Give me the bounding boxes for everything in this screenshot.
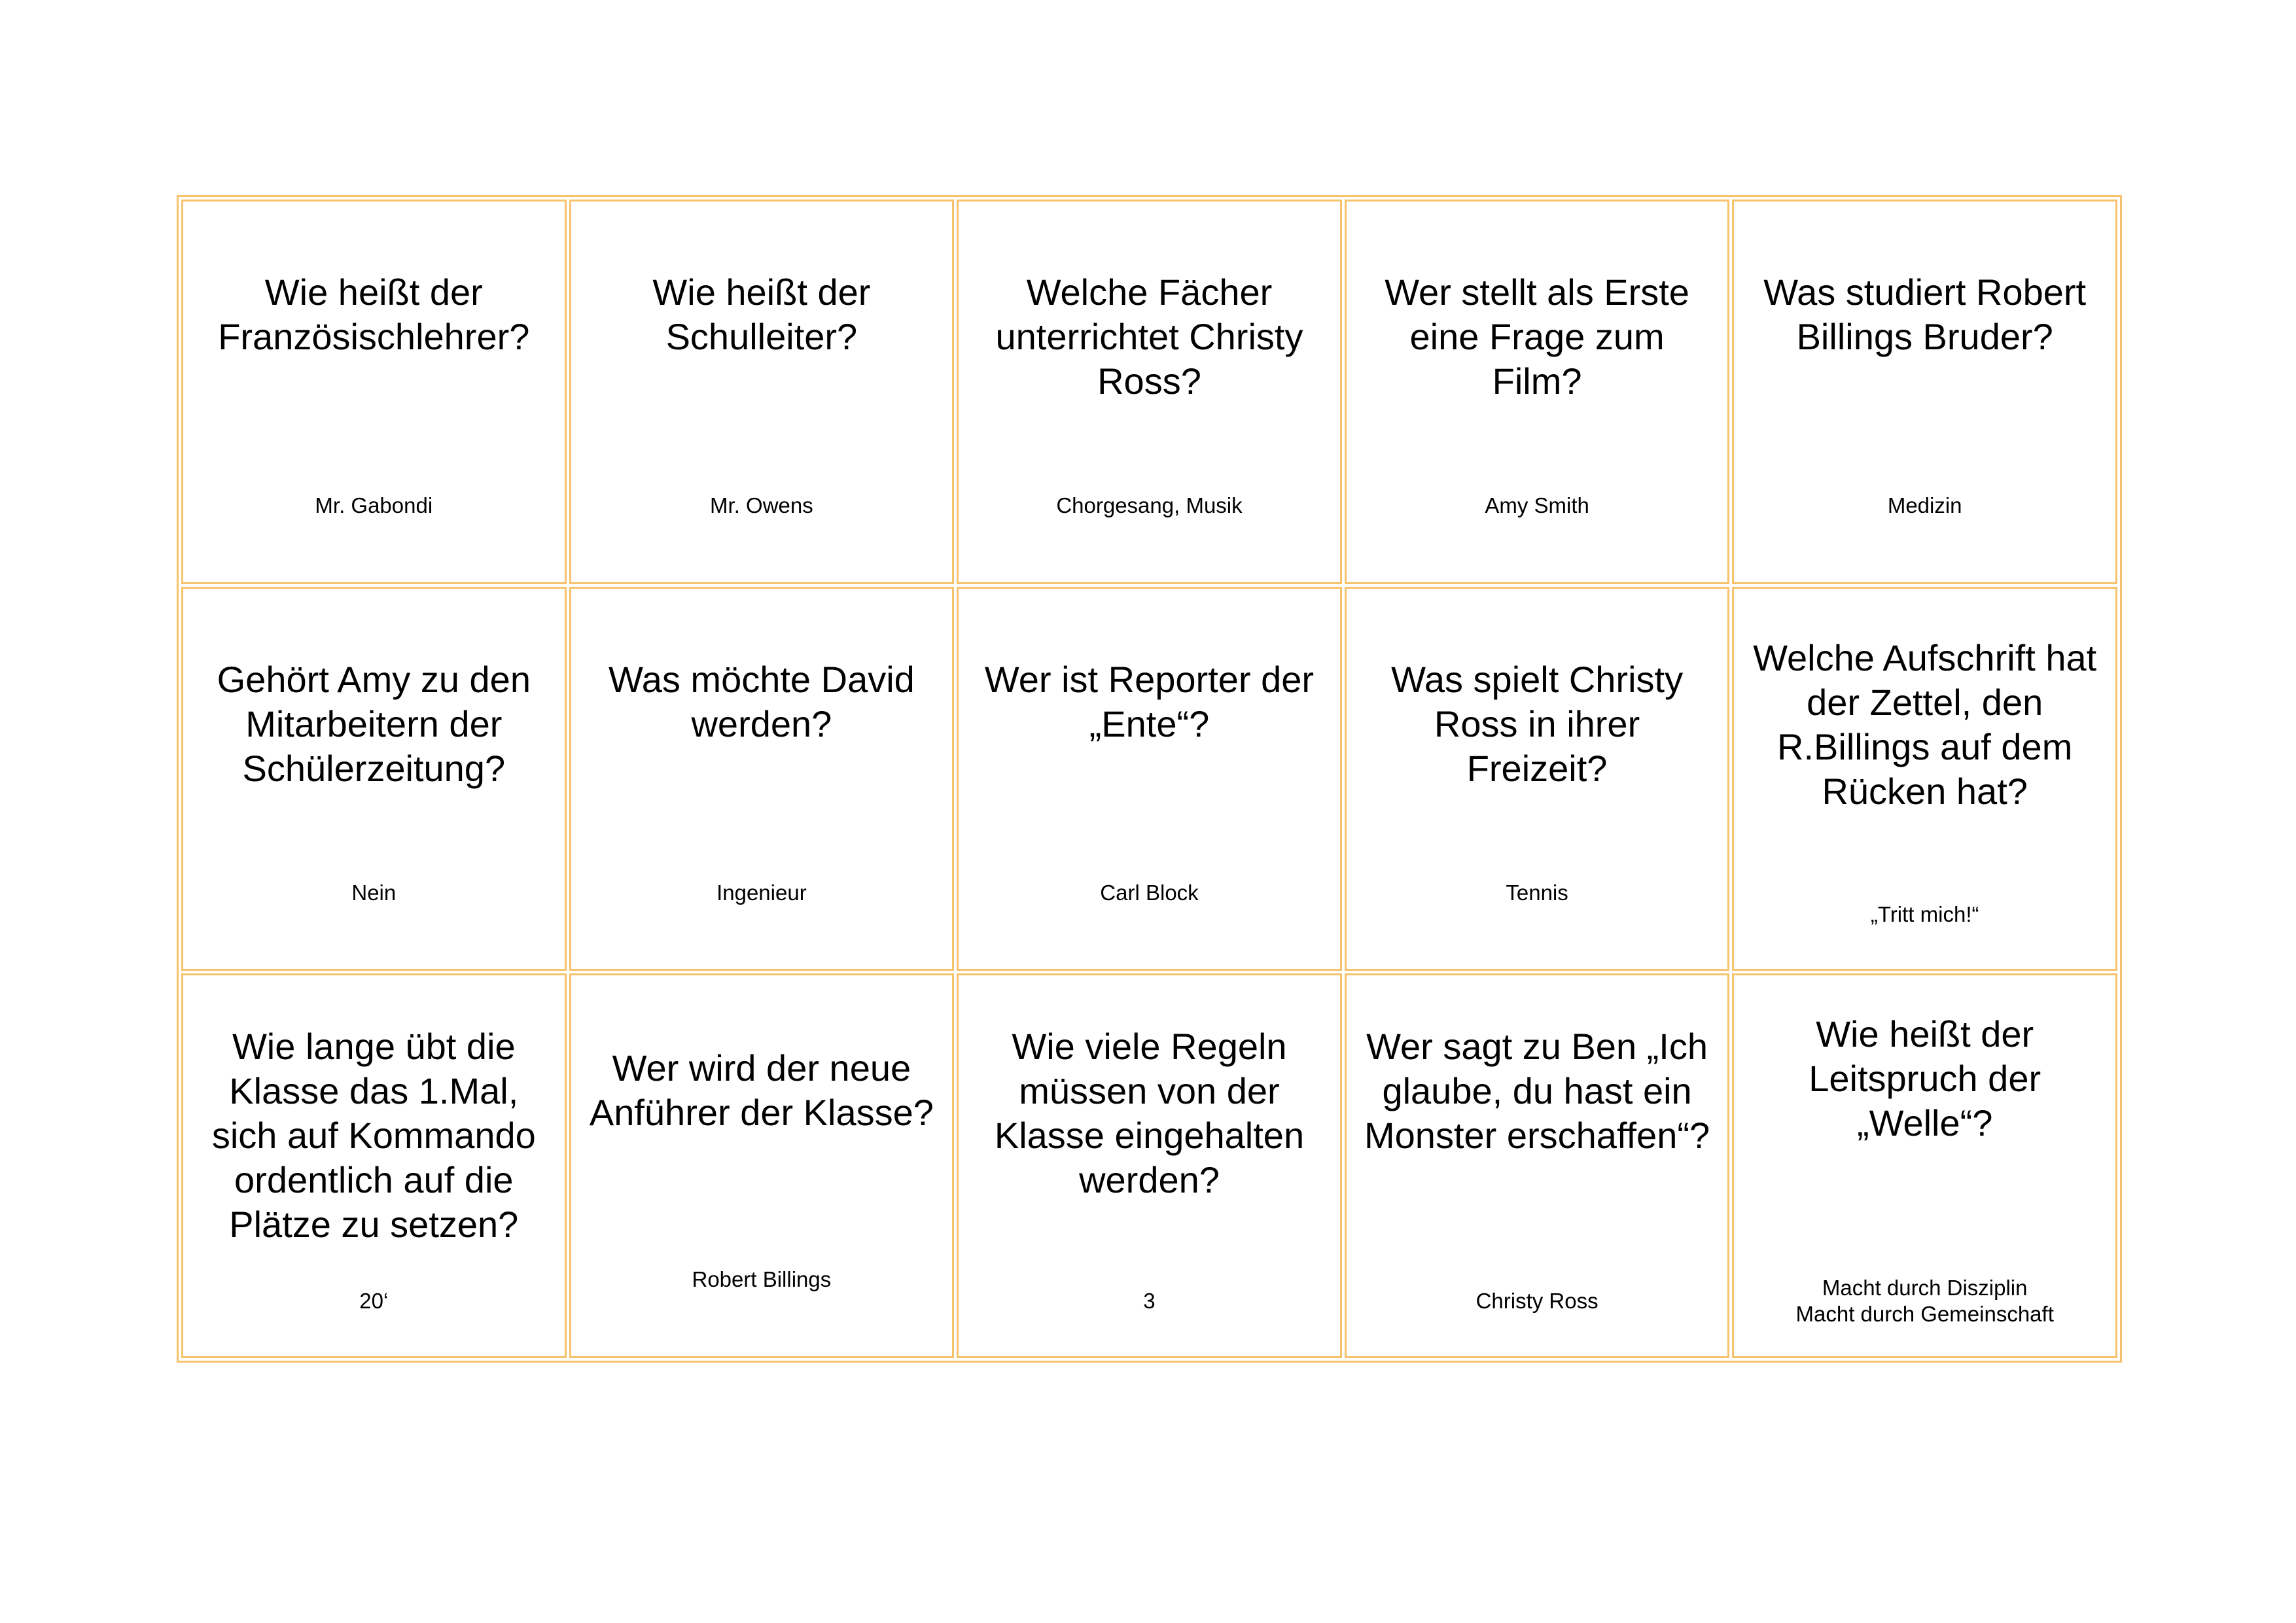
quiz-card [569, 973, 955, 1358]
quiz-card [1732, 973, 2117, 1358]
quiz-card [1732, 587, 2117, 971]
quiz-card [957, 587, 1342, 971]
card-row [181, 973, 2117, 1358]
card-question: Wie heißt der Schulleiter? [652, 271, 871, 357]
card-answer: Nein [351, 880, 397, 905]
quiz-card-sheet [177, 195, 2122, 1363]
quiz-card [957, 973, 1342, 1358]
card-question: Wie lange übt die Klasse das 1.Mal, sich auf Kommando ordentlich auf die Plätze zu setzen? [211, 1026, 536, 1246]
card-question: Wer sagt zu Ben „Ich glaube, du hast ein Monster erschaffen“? [1364, 1026, 1710, 1157]
card-answer: Medizin [1887, 493, 1962, 517]
quiz-card [569, 200, 955, 584]
card-answer: 3 [1143, 1289, 1156, 1314]
card-question: Wer ist Reporter der „Ente“? [984, 658, 1315, 744]
quiz-card [1345, 587, 1730, 971]
card-answer: Chorgesang, Musik [1056, 493, 1243, 517]
card-answer: „Tritt mich!“ [1870, 901, 1979, 926]
quiz-card [181, 587, 567, 971]
quiz-card [569, 587, 955, 971]
card-answer: Macht durch Disziplin Macht durch Gemeinschaft [1795, 1276, 2054, 1327]
card-question: Welche Fächer unterrichtet Christy Ross? [995, 271, 1303, 402]
card-question: Wie viele Regeln müssen von der Klasse eingehalten werden? [994, 1026, 1305, 1201]
card-question: Gehört Amy zu den Mitarbeitern der Schülerzeitung? [217, 658, 531, 789]
card-answer: Mr. Owens [710, 493, 813, 517]
card-question: Welche Aufschrift hat der Zettel, den R.Billings auf dem Rücken hat? [1753, 637, 2097, 812]
card-answer: Tennis [1506, 880, 1568, 905]
quiz-card [1732, 200, 2117, 584]
quiz-card [181, 200, 567, 584]
card-question: Was spielt Christy Ross in ihrer Freizeit? [1391, 658, 1684, 789]
card-question: Wer stellt als Erste eine Frage zum Film? [1385, 271, 1689, 402]
card-answer: Amy Smith [1485, 493, 1589, 517]
card-answer: 20‘ [359, 1289, 389, 1314]
card-question: Was studiert Robert Billings Bruder? [1763, 271, 2087, 357]
card-answer: Christy Ross [1475, 1289, 1598, 1314]
card-answer: Mr. Gabondi [315, 493, 433, 517]
quiz-card [1345, 200, 1730, 584]
card-row [181, 200, 2117, 584]
card-answer: Ingenieur [716, 880, 807, 905]
quiz-card [957, 200, 1342, 584]
card-answer: Carl Block [1100, 880, 1199, 905]
card-question: Wer wird der neue Anführer der Klasse? [589, 1047, 934, 1134]
card-question: Was möchte David werden? [608, 658, 915, 744]
card-answer: Robert Billings [692, 1267, 832, 1292]
quiz-card [181, 973, 567, 1358]
card-question: Wie heißt der Französischlehrer? [218, 271, 530, 357]
card-question: Wie heißt der Leitspruch der „Welle“? [1809, 1013, 2041, 1144]
quiz-card [1345, 973, 1730, 1358]
card-row [181, 587, 2117, 971]
